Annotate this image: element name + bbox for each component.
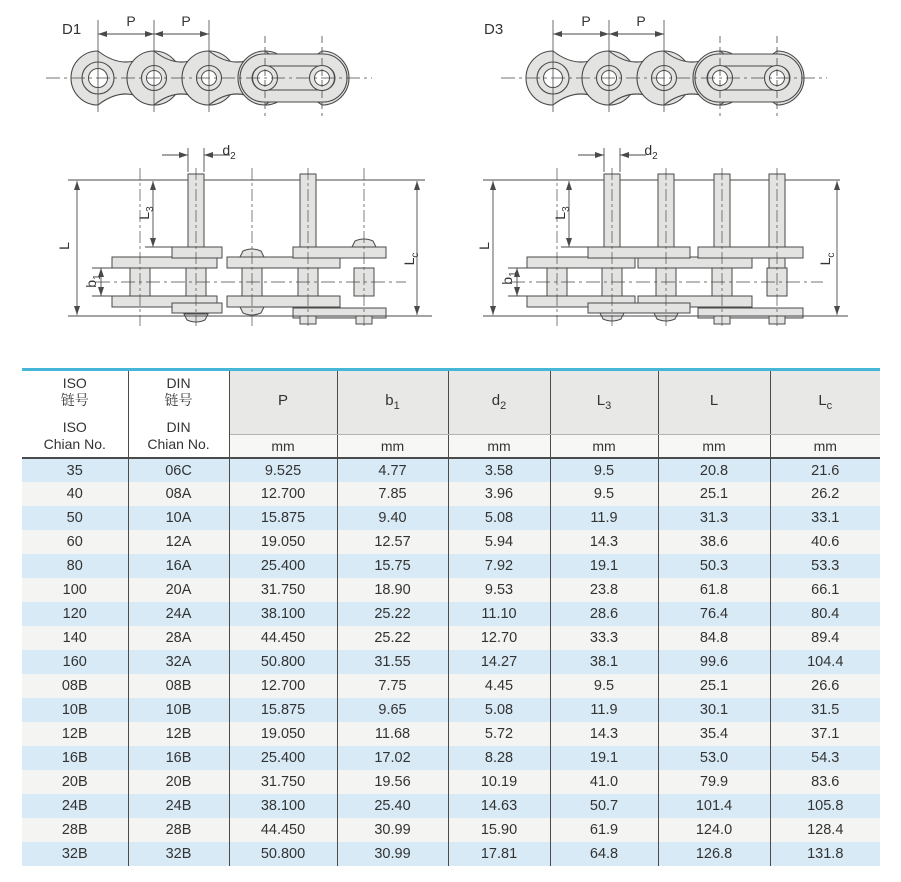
diagram-title-d1: D1 [62,21,82,38]
table-cell: 126.8 [658,842,770,866]
dim-label-pitch: P [636,13,646,29]
dim-label-b1: $b_1$ [499,271,519,285]
table-cell: 25.400 [229,746,337,770]
table-cell: 53.0 [658,746,770,770]
table-cell: 10B [128,698,229,722]
table-cell: 9.5 [550,482,658,506]
table-body [22,458,880,866]
header-line: 链号 [164,392,193,408]
table-cell: 50.3 [658,554,770,578]
table-cell: 16A [128,554,229,578]
table-cell: 20.8 [658,458,770,482]
table-cell: 3.96 [448,482,550,506]
table-cell: 20A [128,578,229,602]
table-cell: 12B [22,722,128,746]
chain-spec-table [22,368,880,866]
table-cell: 89.4 [770,626,880,650]
table-cell: 15.875 [229,506,337,530]
table-row [22,842,880,866]
unit-cell: mm [337,434,448,458]
table-cell: 7.75 [337,674,448,698]
col-header-l: L [658,370,770,435]
table-cell: 50.800 [229,650,337,674]
dim-label-l: L [476,242,492,250]
unit-cell: mm [448,434,550,458]
table-cell: 3.58 [448,458,550,482]
table-cell: 80 [22,554,128,578]
table-cell: 20B [22,770,128,794]
table-row [22,554,880,578]
table-cell: 19.56 [337,770,448,794]
table-cell: 99.6 [658,650,770,674]
table-cell: 19.050 [229,530,337,554]
table-row [22,506,880,530]
table-cell: 28.6 [550,602,658,626]
table-cell: 9.65 [337,698,448,722]
table-cell: 32B [22,842,128,866]
table-cell: 12.57 [337,530,448,554]
col-header-lc: $L_c$ [770,370,880,435]
table-cell: 120 [22,602,128,626]
table-cell: 25.1 [658,674,770,698]
dim-label-pitch: P [126,13,136,29]
table-cell: 8.28 [448,746,550,770]
table-cell: 50.800 [229,842,337,866]
table-cell: 54.3 [770,746,880,770]
table-cell: 9.5 [550,458,658,482]
table-row [22,674,880,698]
table-cell: 08B [22,674,128,698]
unit-cell: mm [658,434,770,458]
table-cell: 23.8 [550,578,658,602]
table-cell: 44.450 [229,818,337,842]
table-row [22,746,880,770]
table-cell: 18.90 [337,578,448,602]
diagram-title-d3: D3 [484,21,504,38]
header-line: DIN [166,419,191,435]
table-cell: 26.6 [770,674,880,698]
table-cell: 11.9 [550,698,658,722]
table-row [22,578,880,602]
table-cell: 61.9 [550,818,658,842]
table-cell: 24B [22,794,128,818]
table-cell: 31.5 [770,698,880,722]
table-cell: 12B [128,722,229,746]
table-cell: 83.6 [770,770,880,794]
table-cell: 12.700 [229,674,337,698]
table-cell: 4.45 [448,674,550,698]
table-row [22,626,880,650]
table-cell: 19.1 [550,746,658,770]
dim-label-l: L [56,242,72,250]
header-line: 链号 [60,392,89,408]
table-cell: 41.0 [550,770,658,794]
table-cell: 12.700 [229,482,337,506]
table-cell: 19.050 [229,722,337,746]
table-cell: 80.4 [770,602,880,626]
table-cell: 5.94 [448,530,550,554]
table-row [22,818,880,842]
unit-cell: mm [770,434,880,458]
table-cell: 32A [128,650,229,674]
table-cell: 30.1 [658,698,770,722]
table-cell: 7.85 [337,482,448,506]
table-cell: 79.9 [658,770,770,794]
table-cell: 100 [22,578,128,602]
table-cell: 128.4 [770,818,880,842]
header-line: ISO [62,375,87,391]
table-cell: 10A [128,506,229,530]
table-cell: 35 [22,458,128,482]
table-cell: 40.6 [770,530,880,554]
table-cell: 25.40 [337,794,448,818]
col-header-p: P [229,370,337,435]
unit-cell: mm [550,434,658,458]
table-cell: 31.750 [229,770,337,794]
table-cell: 7.92 [448,554,550,578]
table-cell: 9.525 [229,458,337,482]
table-cell: 25.1 [658,482,770,506]
dim-label-d2: $d_2$ [644,142,658,162]
table-cell: 28B [128,818,229,842]
table-cell: 24A [128,602,229,626]
table-cell: 16B [22,746,128,770]
table-cell: 08B [128,674,229,698]
table-cell: 60 [22,530,128,554]
table-cell: 33.1 [770,506,880,530]
table-cell: 30.99 [337,818,448,842]
header-line: Chian No. [43,436,106,452]
table-cell: 44.450 [229,626,337,650]
table-cell: 35.4 [658,722,770,746]
table-cell: 38.100 [229,794,337,818]
dim-label-d2: $d_2$ [222,142,236,162]
table-cell: 25.22 [337,602,448,626]
table-row [22,794,880,818]
table-cell: 38.100 [229,602,337,626]
table-cell: 25.22 [337,626,448,650]
table-cell: 20B [128,770,229,794]
table-cell: 11.68 [337,722,448,746]
table-cell: 11.10 [448,602,550,626]
table-row [22,650,880,674]
table-cell: 105.8 [770,794,880,818]
table-cell: 9.5 [550,674,658,698]
table-cell: 33.3 [550,626,658,650]
table-cell: 10B [22,698,128,722]
table-cell: 9.40 [337,506,448,530]
table-cell: 38.6 [658,530,770,554]
chain-side-view-d1 [40,128,460,356]
table-row [22,530,880,554]
col-header-iso [22,370,128,459]
table-cell: 32B [128,842,229,866]
table-cell: 15.875 [229,698,337,722]
table-cell: 14.3 [550,722,658,746]
table-cell: 08A [128,482,229,506]
table-cell: 38.1 [550,650,658,674]
table-cell: 28B [22,818,128,842]
header-line: Chian No. [147,436,210,452]
table-row [22,458,880,482]
header-line: ISO [62,419,87,435]
table-row [22,482,880,506]
table-cell: 26.2 [770,482,880,506]
table-cell: 131.8 [770,842,880,866]
table-cell: 5.72 [448,722,550,746]
col-header-b1: $b_1$ [337,370,448,435]
table-cell: 30.99 [337,842,448,866]
table-cell: 31.750 [229,578,337,602]
table-cell: 14.3 [550,530,658,554]
table-cell: 24B [128,794,229,818]
table-cell: 64.8 [550,842,658,866]
table-row [22,722,880,746]
table-cell: 28A [128,626,229,650]
table-cell: 4.77 [337,458,448,482]
dim-label-l3: $L_3$ [136,206,156,220]
table-cell: 124.0 [658,818,770,842]
table-cell: 61.8 [658,578,770,602]
table-cell: 5.08 [448,506,550,530]
table-row [22,770,880,794]
table-row [22,698,880,722]
table-cell: 31.3 [658,506,770,530]
table-cell: 140 [22,626,128,650]
table-cell: 160 [22,650,128,674]
table-cell: 76.4 [658,602,770,626]
table-cell: 11.9 [550,506,658,530]
table-cell: 21.6 [770,458,880,482]
col-header-d2: $d_2$ [448,370,550,435]
table-cell: 53.3 [770,554,880,578]
table-cell: 12.70 [448,626,550,650]
table-cell: 17.02 [337,746,448,770]
table-cell: 15.75 [337,554,448,578]
table-cell: 14.27 [448,650,550,674]
table-cell: 50.7 [550,794,658,818]
table-cell: 104.4 [770,650,880,674]
table-cell: 14.63 [448,794,550,818]
table-cell: 5.08 [448,698,550,722]
table-cell: 40 [22,482,128,506]
chain-plan-view-d1 [40,8,460,126]
table-cell: 9.53 [448,578,550,602]
header-line: DIN [166,375,191,391]
table-cell: 12A [128,530,229,554]
table-cell: 31.55 [337,650,448,674]
col-header-l3: $L_3$ [550,370,658,435]
table-cell: 17.81 [448,842,550,866]
dim-label-pitch: P [581,13,591,29]
dim-label-l3: $L_3$ [552,206,572,220]
table-row [22,602,880,626]
table-cell: 19.1 [550,554,658,578]
col-header-din [128,370,229,459]
table-cell: 84.8 [658,626,770,650]
table-cell: 37.1 [770,722,880,746]
table-cell: 66.1 [770,578,880,602]
table-cell: 25.400 [229,554,337,578]
dim-label-b1: $b_1$ [83,274,103,288]
table-cell: 16B [128,746,229,770]
dim-label-lc: $L_c$ [817,252,837,266]
dim-label-lc: $L_c$ [401,252,421,266]
dim-label-pitch: P [181,13,191,29]
table-cell: 06C [128,458,229,482]
table-cell: 101.4 [658,794,770,818]
table-cell: 10.19 [448,770,550,794]
chain-plan-view-d3 [460,8,880,126]
table-cell: 50 [22,506,128,530]
table-cell: 15.90 [448,818,550,842]
unit-cell: mm [229,434,337,458]
